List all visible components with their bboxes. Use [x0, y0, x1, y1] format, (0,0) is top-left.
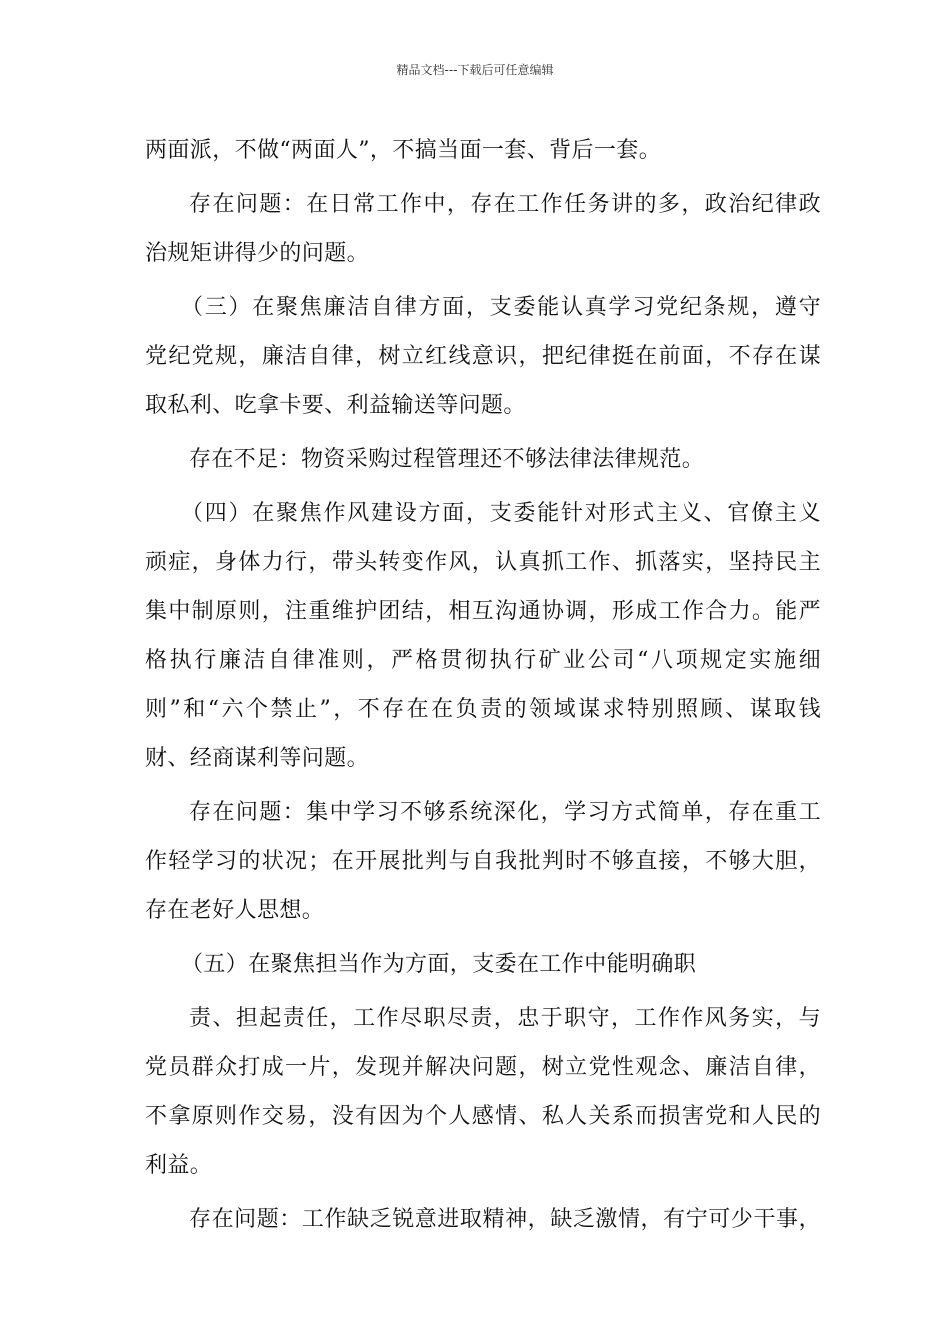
text-line: 集中制原则，注重维护团结，相互沟通协调，形成工作合力。能严 — [145, 599, 821, 624]
text-line: 存在问题：集中学习不够系统深化，学习方式简单，存在重工 — [189, 800, 821, 825]
text-line: 则”和“六个禁止”，不存在在负责的领域谋求特别照顾、谋取钱 — [145, 697, 821, 722]
text-line: 利益。 — [145, 1153, 213, 1178]
text-line: 两面派，不做“两面人”，不搞当面一套、背后一套。 — [145, 138, 662, 163]
text-line: （四）在聚焦作风建设方面，支委能针对形式主义、官僚主义 — [181, 501, 821, 526]
text-line: 格执行廉洁自律准则，严格贯彻执行矿业公司“八项规定实施细 — [145, 648, 821, 673]
text-line: 取私利、吃拿卡要、利益输送等问题。 — [145, 393, 526, 418]
text-line: 不拿原则作交易，没有因为个人感情、私人关系而损害党和人民的 — [145, 1104, 821, 1129]
text-line: 存在不足：物资采购过程管理还不够法律法律规范。 — [189, 447, 705, 472]
text-line: 财、经商谋利等问题。 — [145, 746, 370, 771]
text-line: 党纪党规，廉洁自律，树立红线意识，把纪律挺在前面，不存在谋 — [145, 344, 821, 369]
text-line: 作轻学习的状况；在开展批判与自我批判时不够直接，不够大胆， — [145, 849, 821, 874]
text-line: （五）在聚焦担当作为方面，支委在工作中能明确职 — [181, 952, 697, 977]
text-line: 责、担起责任，工作尽职尽责，忠于职守，工作作风务实，与 — [189, 1006, 821, 1031]
text-line: 存在老好人思想。 — [145, 898, 325, 923]
text-line: 存在问题：工作缺乏锐意进取精神，缺乏激情，有宁可少干事， — [189, 1207, 821, 1232]
page-header: 精品文档---下载后可任意编辑 — [396, 63, 554, 77]
text-line: 党员群众打成一片，发现并解决问题，树立党性观念、廉洁自律， — [145, 1055, 821, 1080]
text-line: 治规矩讲得少的问题。 — [145, 241, 370, 266]
text-line: 存在问题：在日常工作中，存在工作任务讲的多，政治纪律政 — [189, 192, 821, 217]
document-body — [145, 126, 821, 1244]
text-line: 顽症，身体力行，带头转变作风，认真抓工作、抓落实，坚持民主 — [145, 550, 821, 575]
text-line: （三）在聚焦廉洁自律方面，支委能认真学习党纪条规，遵守 — [181, 295, 821, 320]
